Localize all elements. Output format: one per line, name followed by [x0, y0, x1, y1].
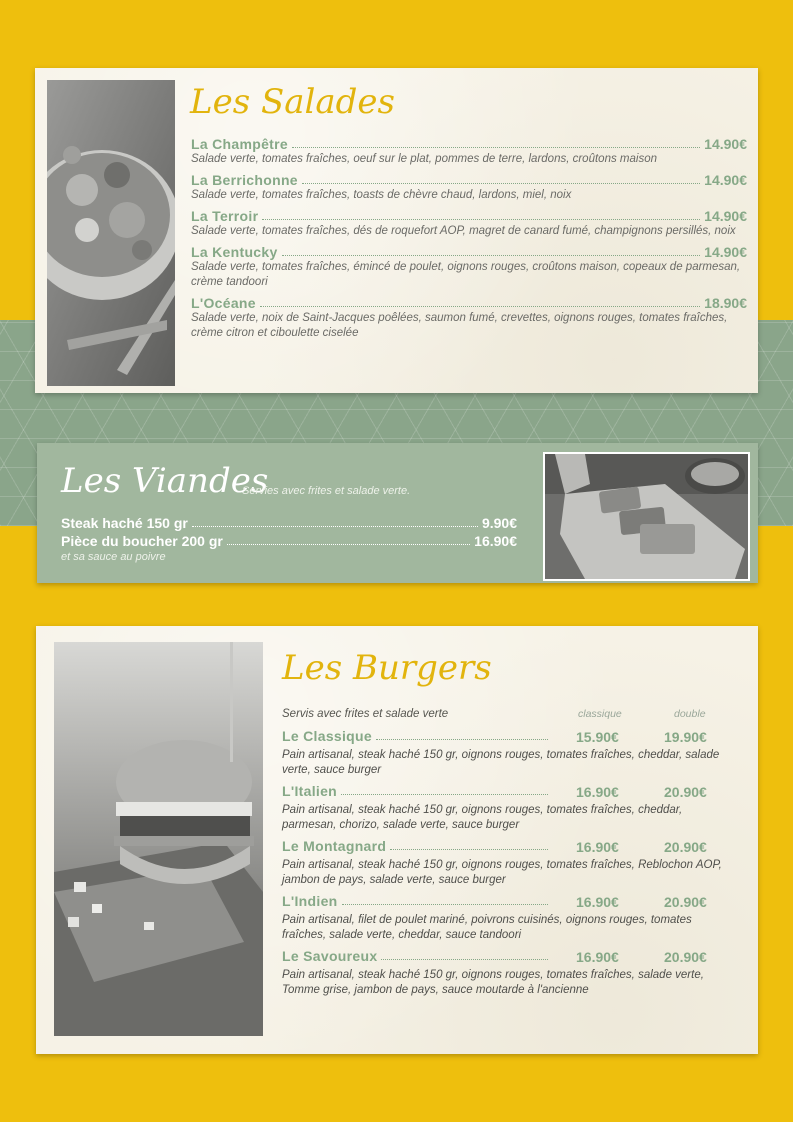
burger-item [282, 728, 732, 778]
menu-item [191, 208, 747, 239]
menu-item-row [191, 244, 747, 260]
menu-item-name: L'Océane [191, 295, 256, 311]
menu-item-price: 14.90€ [704, 208, 747, 224]
menu-item [191, 136, 747, 167]
dot-leader [227, 544, 470, 545]
burger-price-double: 20.90€ [664, 839, 707, 855]
burger-description: Pain artisanal, steak haché 150 gr, oignons rouges, tomates fraîches, Reblochon AOP, jambon de pays, salade verte, sauce burger [282, 859, 722, 886]
menu-item-description: Salade verte, tomates fraîches, dés de roquefort AOP, magret de canard fumé, champignons persillés, noix [191, 225, 736, 237]
menu-item-name: La Berrichonne [191, 172, 298, 188]
dot-leader [342, 904, 548, 905]
burger-description: Pain artisanal, filet de poulet mariné, poivrons cuisinés, oignons rouges, tomates fraîches, salade verte, cheddar, sauce tandoori [282, 914, 692, 941]
menu-item [191, 172, 747, 203]
burger-price-classique: 15.90€ [576, 729, 619, 745]
burger-name-leader [282, 893, 552, 909]
viandes-subtitle: Servies avec frites et salade verte. [242, 485, 411, 497]
steak-photo [543, 452, 750, 581]
burger-item [282, 838, 732, 888]
viande-price: 9.90€ [481, 515, 517, 531]
menu-item-row [191, 208, 747, 224]
menu-item-row [191, 172, 747, 188]
dot-leader [390, 849, 548, 850]
menu-item-name: La Champêtre [191, 136, 288, 152]
burger-price-double: 20.90€ [664, 949, 707, 965]
burger-photo [54, 642, 263, 1036]
burger-description: Pain artisanal, steak haché 150 gr, oignons rouges, tomates fraîches, cheddar, parmesan, chorizo, salade verte, sauce burger [282, 804, 683, 831]
burger-row [282, 728, 732, 748]
burgers-header-row [282, 708, 732, 724]
burger-row [282, 893, 732, 913]
menu-item-description: Salade verte, noix de Saint-Jacques poêlées, saumon fumé, crevettes, oignons rouges, tomates fraîches, crème citron et ciboulette ciselée [191, 312, 728, 339]
burger-image [54, 642, 263, 1036]
col-classique-label: classique [578, 708, 622, 720]
menu-item-price: 14.90€ [704, 136, 747, 152]
menu-item-name: La Terroir [191, 208, 259, 224]
burgers-title: Les Burgers [282, 648, 492, 688]
burger-name: Le Classique [282, 728, 372, 744]
burger-name-leader [282, 838, 552, 854]
burger-item [282, 948, 732, 998]
salades-card [35, 68, 758, 393]
col-double-label: double [674, 708, 706, 720]
burger-price-classique: 16.90€ [576, 839, 619, 855]
burgers-intro: Servis avec frites et salade verte [282, 708, 449, 720]
menu-item-description: Salade verte, tomates fraîches, émincé de poulet, oignons rouges, croûtons maison, copeaux de parmesan, crème tandoori [191, 261, 741, 288]
burger-name: L'Italien [282, 783, 338, 799]
salad-bowl-image [47, 80, 175, 386]
burger-item [282, 783, 732, 833]
burger-price-classique: 16.90€ [576, 894, 619, 910]
burger-name-leader [282, 728, 552, 744]
burger-name: Le Montagnard [282, 838, 387, 854]
salad-photo [47, 80, 175, 386]
burger-price-double: 20.90€ [664, 784, 707, 800]
dot-leader [302, 183, 700, 184]
viandes-list [61, 513, 517, 549]
steak-board-image [545, 454, 748, 579]
burger-price-double: 20.90€ [664, 894, 707, 910]
menu-item-name: La Kentucky [191, 244, 278, 260]
burger-name: Le Savoureux [282, 948, 378, 964]
burger-row [282, 783, 732, 803]
viande-name: Steak haché 150 gr [61, 515, 188, 531]
burger-price-classique: 16.90€ [576, 949, 619, 965]
menu-item-row [191, 295, 747, 311]
viande-price: 16.90€ [474, 533, 517, 549]
burger-description: Pain artisanal, steak haché 150 gr, oignons rouges, tomates fraîches, cheddar, salade verte, sauce burger [282, 749, 720, 776]
burger-name: L'Indien [282, 893, 338, 909]
salades-list [191, 136, 747, 346]
dot-leader [376, 739, 548, 740]
burger-name-leader [282, 948, 552, 964]
dot-leader [341, 794, 548, 795]
viandes-note: et sa sauce au poivre [61, 551, 166, 563]
burger-price-classique: 16.90€ [576, 784, 619, 800]
viande-row [61, 531, 517, 549]
menu-item-price: 14.90€ [704, 244, 747, 260]
salades-title: Les Salades [190, 82, 395, 122]
menu-item-description: Salade verte, tomates fraîches, oeuf sur le plat, pommes de terre, lardons, croûtons maison [191, 153, 657, 165]
dot-leader [262, 219, 700, 220]
burgers-card [36, 626, 758, 1054]
menu-item [191, 295, 747, 341]
burgers-list [282, 728, 732, 1003]
viande-name: Pièce du boucher 200 gr [61, 533, 223, 549]
dot-leader [292, 147, 700, 148]
menu-item-description: Salade verte, tomates fraîches, toasts de chèvre chaud, lardons, miel, noix [191, 189, 572, 201]
dot-leader [282, 255, 701, 256]
burger-row [282, 838, 732, 858]
burger-description: Pain artisanal, steak haché 150 gr, oignons rouges, tomates fraîches, salade verte, Tomme grise, jambon de pays, sauce moutarde à l'ancienne [282, 969, 704, 996]
viandes-title: Les Viandes [61, 461, 269, 501]
burger-item [282, 893, 732, 943]
menu-item-price: 18.90€ [704, 295, 747, 311]
dot-leader [381, 959, 548, 960]
viande-row [61, 513, 517, 531]
menu-item [191, 244, 747, 290]
burger-row [282, 948, 732, 968]
dot-leader [260, 306, 700, 307]
burger-price-double: 19.90€ [664, 729, 707, 745]
dot-leader [192, 526, 478, 527]
menu-item-price: 14.90€ [704, 172, 747, 188]
viandes-card [37, 443, 758, 583]
menu-item-row [191, 136, 747, 152]
burger-name-leader [282, 783, 552, 799]
